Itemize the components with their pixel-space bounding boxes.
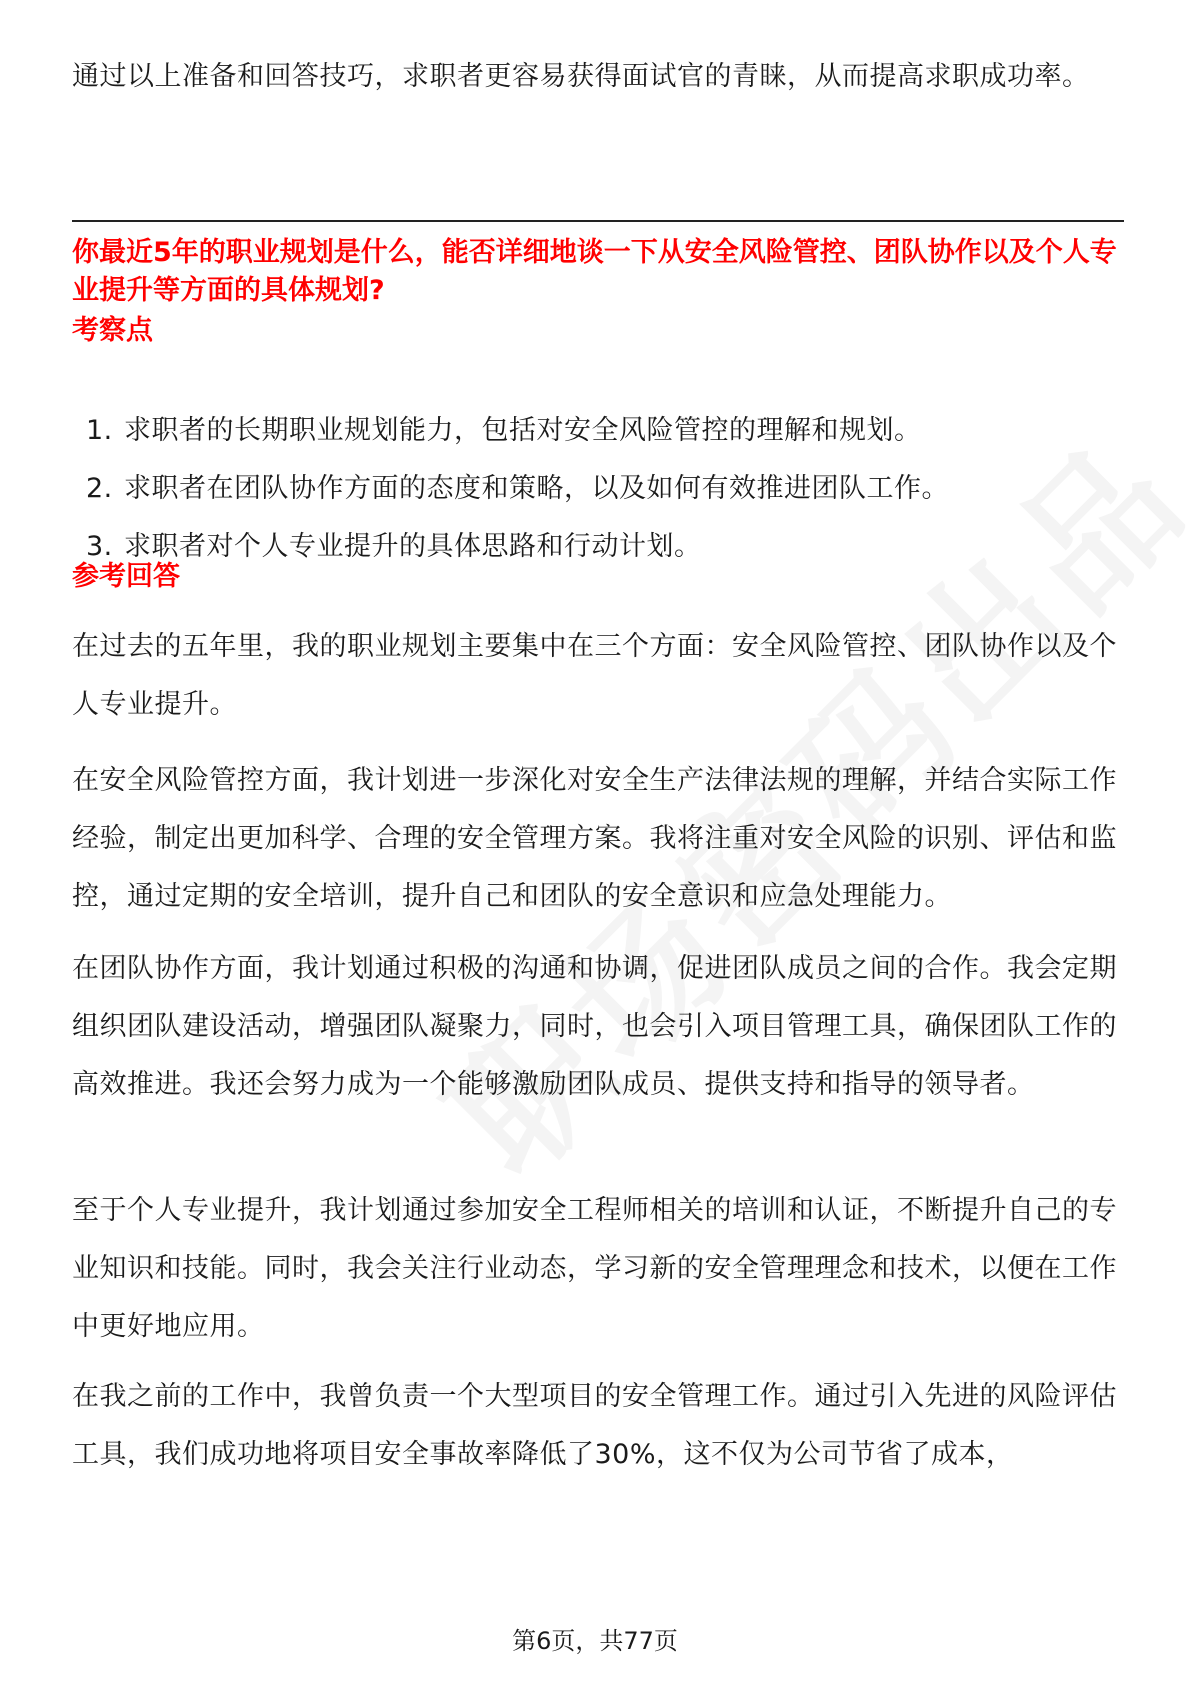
question-heading: 你最近5年的职业规划是什么，能否详细地谈一下从安全风险管控、团队协作以及个人专业提升等方面的具体规划? — [72, 237, 1117, 306]
document-page — [72, 0, 1124, 1684]
answer-heading: 参考回答 — [72, 561, 180, 592]
answer-paragraph: 至于个人专业提升，我计划通过参加安全工程师相关的培训和认证，不断提升自己的专业知识和技能。同时，我会关注行业动态，学习新的安全管理理念和技术，以便在工作中更好地应用。 — [72, 1195, 1117, 1342]
answer-paragraph: 在团队协作方面，我计划通过积极的沟通和协调，促进团队成员之间的合作。我会定期组织团队建设活动，增强团队凝聚力，同时，也会引入项目管理工具，确保团队工作的高效推进。我还会努力成为一个能够激励团队成员、提供支持和指导的领导者。 — [72, 953, 1117, 1100]
answer-paragraph: 在我之前的工作中，我曾负责一个大型项目的安全管理工作。通过引入先进的风险评估工具，我们成功地将项目安全事故率降低了30%，这不仅为公司节省了成本， — [72, 1381, 1117, 1470]
section-divider — [72, 220, 1124, 222]
page-number: 第6页，共77页 — [512, 1627, 678, 1655]
list-item-number: 3. — [86, 531, 113, 562]
list-item — [72, 518, 1124, 576]
points-list — [72, 402, 1124, 576]
list-item-text: 求职者在团队协作方面的态度和策略，以及如何有效推进团队工作。 — [124, 473, 949, 504]
list-item-text: 求职者的长期职业规划能力，包括对安全风险管控的理解和规划。 — [124, 415, 922, 446]
intro-paragraph: 通过以上准备和回答技巧，求职者更容易获得面试官的青睐，从而提高求职成功率。 — [72, 61, 1090, 92]
list-item-text: 求职者对个人专业提升的具体思路和行动计划。 — [124, 531, 702, 562]
answer-paragraph: 在安全风险管控方面，我计划进一步深化对安全生产法律法规的理解，并结合实际工作经验，制定出更加科学、合理的安全管理方案。我将注重对安全风险的识别、评估和监控，通过定期的安全培训，提升自己和团队的安全意识和应急处理能力。 — [72, 765, 1117, 912]
list-item-number: 2. — [86, 473, 113, 504]
list-item — [72, 402, 1124, 460]
list-item-number: 1. — [86, 415, 113, 446]
answer-paragraph: 在过去的五年里，我的职业规划主要集中在三个方面：安全风险管控、团队协作以及个人专业提升。 — [72, 631, 1117, 720]
points-heading: 考察点 — [72, 315, 153, 346]
list-item — [72, 460, 1124, 518]
